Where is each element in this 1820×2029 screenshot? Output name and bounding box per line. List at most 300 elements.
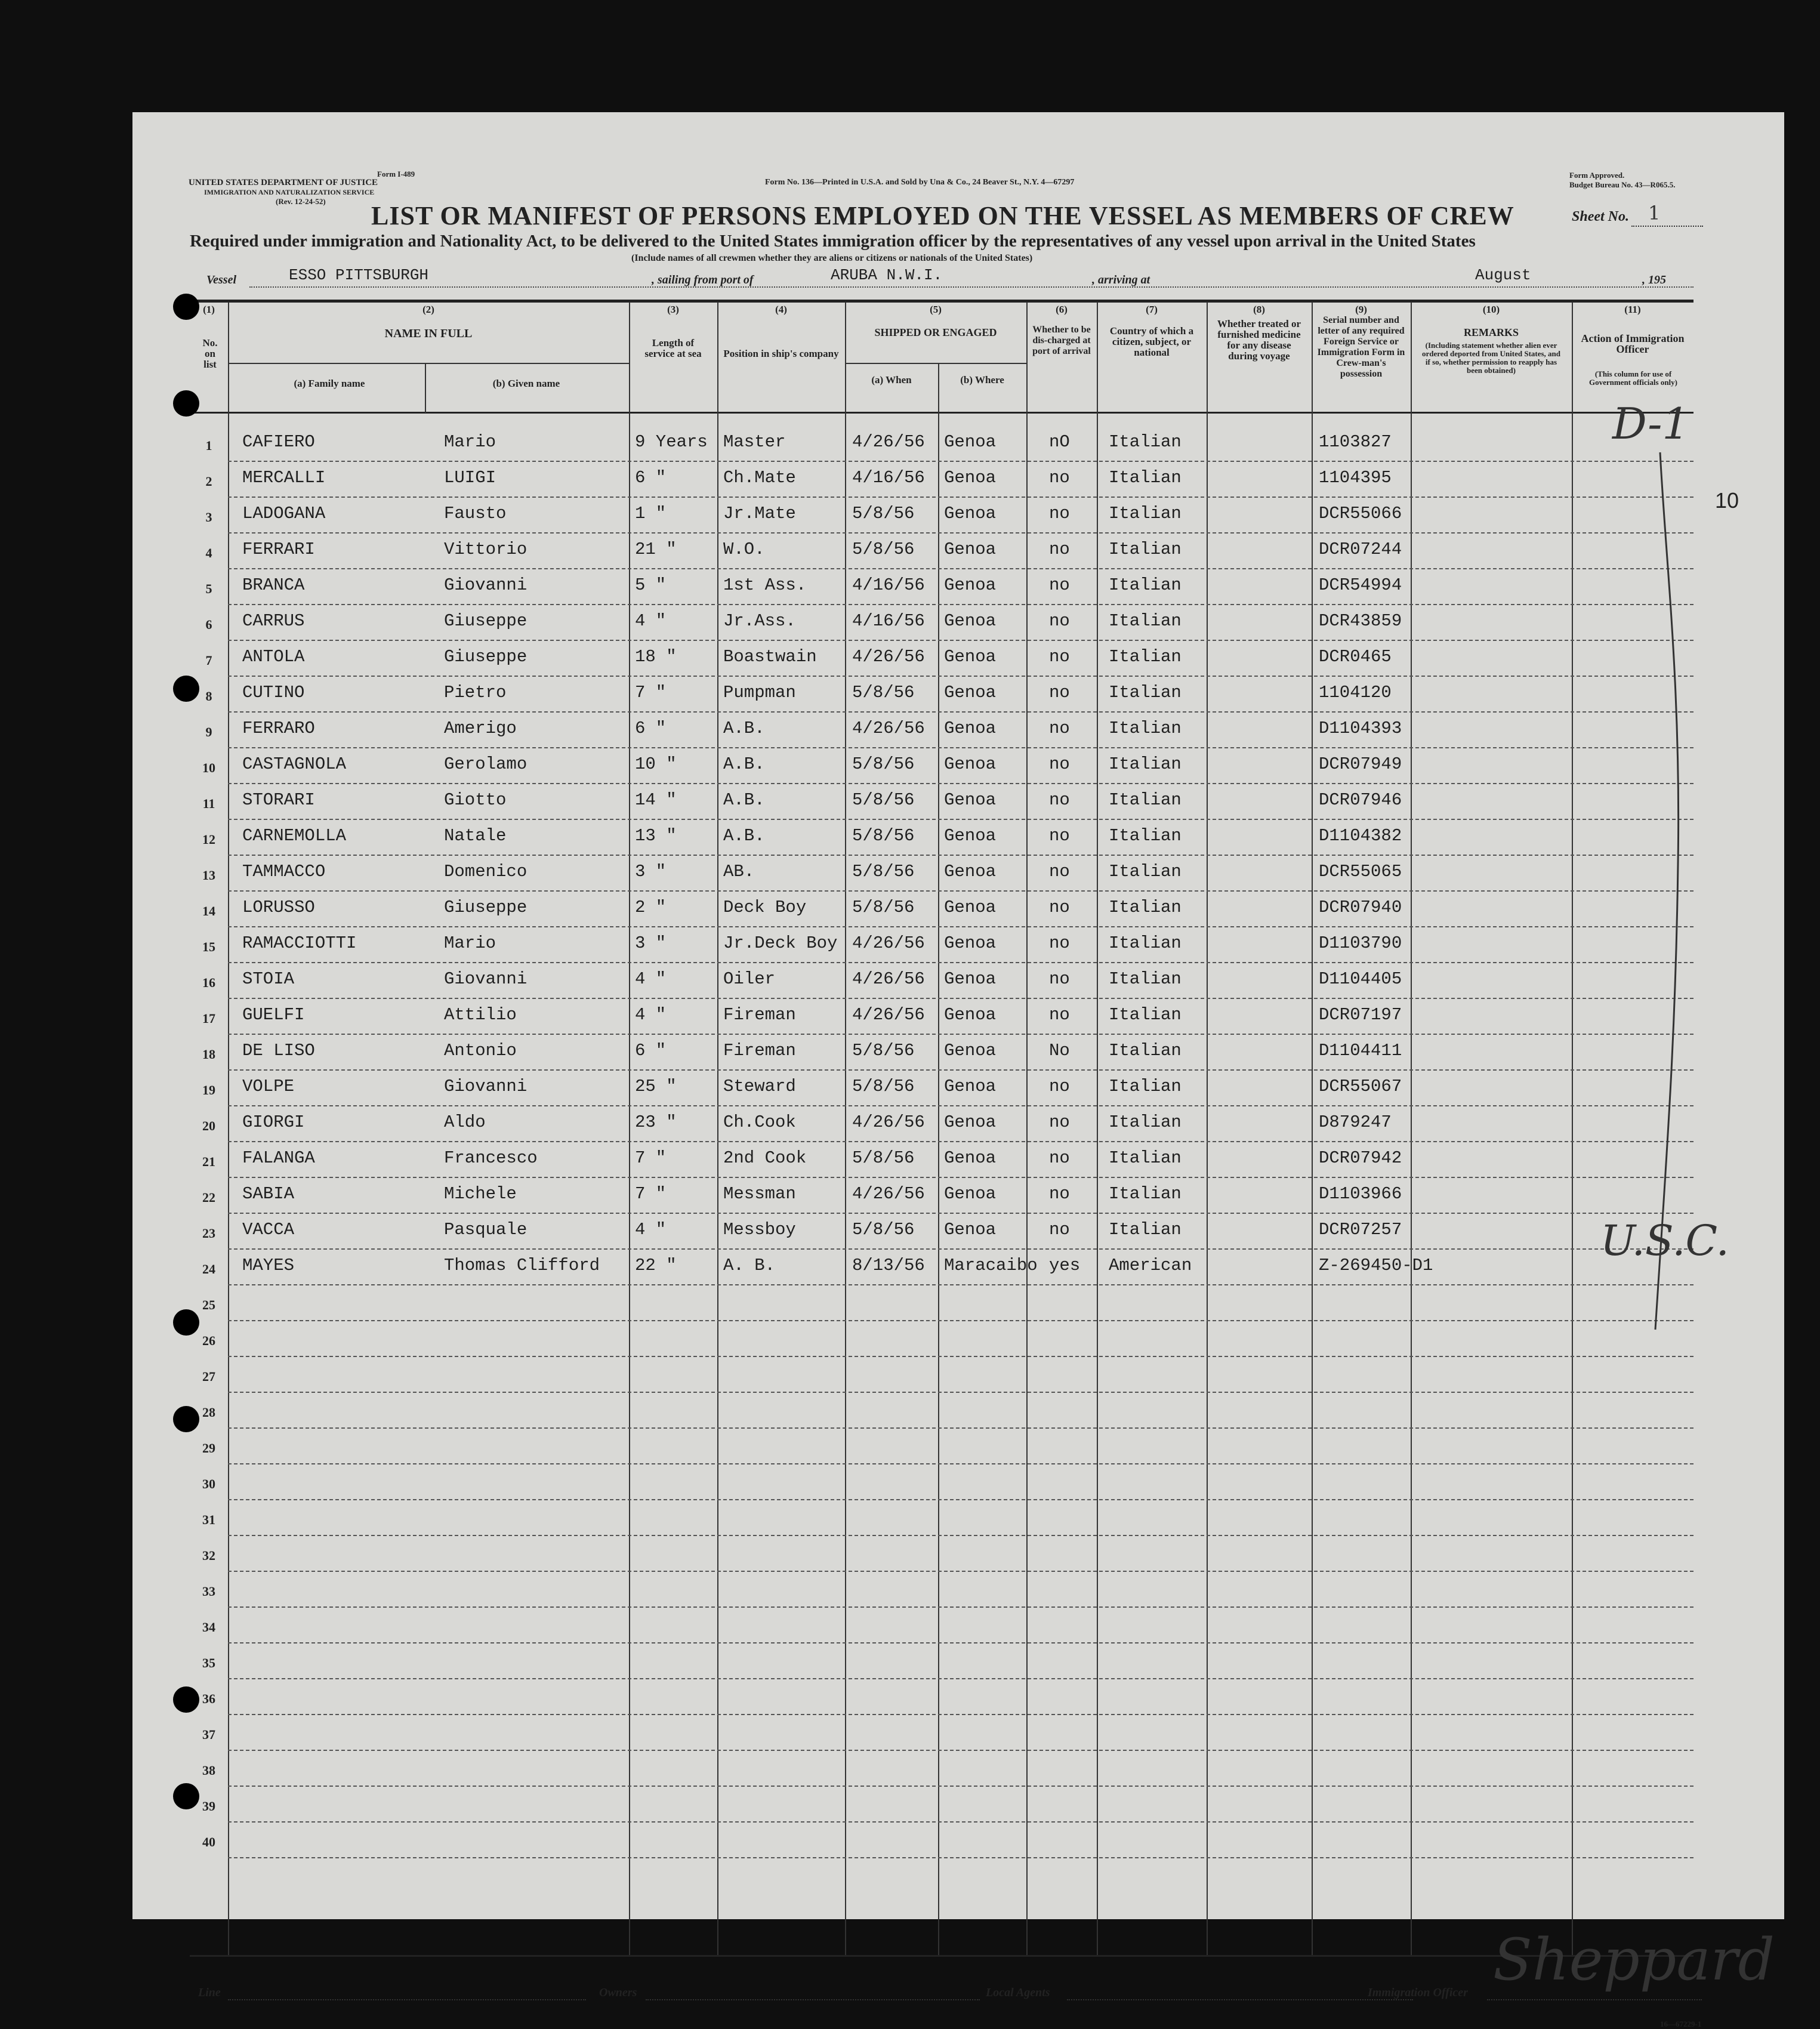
table-row (132, 856, 1784, 892)
position: Steward (723, 1077, 796, 1096)
family-name: CASTAGNOLA (242, 754, 347, 774)
family-name: DE LISO (242, 1041, 315, 1060)
shipped-where: Genoa (944, 611, 997, 631)
row-number: 24 (202, 1262, 215, 1276)
discharge: no (1049, 1005, 1070, 1025)
table-row (132, 1823, 1784, 1858)
discharge: no (1049, 575, 1070, 595)
family-name: VACCA (242, 1220, 295, 1239)
row-number: 25 (202, 1297, 215, 1312)
shipped-when: 4/26/56 (852, 432, 925, 452)
row-number: 30 (202, 1476, 215, 1491)
col4-header: Position in ship's company (723, 348, 839, 359)
handwritten-mark-top: D-1 (1612, 399, 1690, 449)
col1-num: (1) (203, 304, 215, 315)
country: Italian (1109, 1041, 1182, 1060)
shipped-when: 5/8/56 (852, 1148, 915, 1168)
position: Deck Boy (723, 898, 807, 917)
length-of-service: 6 " (635, 468, 667, 488)
country: Italian (1109, 683, 1182, 702)
row-number: 6 (205, 617, 212, 632)
table-row (132, 999, 1784, 1035)
given-name: Giuseppe (444, 611, 528, 631)
footer-owners-label: Owners (599, 1986, 637, 1999)
discharge: no (1049, 1184, 1070, 1204)
shipped-where: Genoa (944, 683, 997, 702)
serial-number: DCR07946 (1319, 790, 1402, 810)
length-of-service: 21 " (635, 539, 677, 559)
sheet-label: Sheet No. (1572, 209, 1629, 224)
arrival-year: , 195 (1642, 273, 1666, 286)
table-row (132, 534, 1784, 569)
footer-line-label: Line (198, 1986, 221, 1999)
handwritten-mark-bottom: U.S.C. (1600, 1216, 1729, 1265)
table-row (132, 426, 1784, 462)
country: Italian (1109, 539, 1182, 559)
given-name: Mario (444, 933, 496, 953)
family-name: FERRARO (242, 719, 315, 738)
shipped-where: Genoa (944, 898, 997, 917)
row-number: 9 (205, 724, 212, 739)
shipped-where: Genoa (944, 504, 997, 523)
col2-num: (2) (422, 304, 434, 315)
family-name: CARNEMOLLA (242, 826, 347, 846)
table-row (132, 1071, 1784, 1106)
length-of-service: 22 " (635, 1256, 677, 1275)
row-number: 23 (202, 1226, 215, 1241)
discharge: no (1049, 611, 1070, 631)
length-of-service: 23 " (635, 1112, 677, 1132)
position: Master (723, 432, 786, 452)
family-name: SABIA (242, 1184, 295, 1204)
col5b-header: (b) Where (960, 374, 1004, 386)
discharge: no (1049, 504, 1070, 523)
discharge: no (1049, 719, 1070, 738)
shipped-when: 5/8/56 (852, 1041, 915, 1060)
table-row (132, 784, 1784, 820)
shipped-when: 4/26/56 (852, 1184, 925, 1204)
table-row (132, 1643, 1784, 1679)
given-name: Pasquale (444, 1220, 528, 1239)
vessel-label: Vessel (206, 273, 236, 286)
country: Italian (1109, 898, 1182, 917)
country: Italian (1109, 790, 1182, 810)
include-note: (Include names of all crewmen whether they are aliens or citizens or nationals of the United States) (631, 253, 1033, 263)
row-number: 22 (202, 1190, 215, 1205)
row-number: 4 (205, 545, 212, 560)
country: American (1109, 1256, 1192, 1275)
family-name: ANTOLA (242, 647, 305, 667)
col2-header: NAME IN FULL (384, 327, 473, 340)
shipped-where: Genoa (944, 647, 997, 667)
col6-num: (6) (1056, 304, 1068, 315)
length-of-service: 3 " (635, 862, 667, 881)
family-name: GIORGI (242, 1112, 305, 1132)
serial-number: D1103966 (1319, 1184, 1402, 1204)
sailing-label: , sailing from port of (652, 273, 754, 286)
serial-number: DCR07197 (1319, 1005, 1402, 1025)
serial-number: D1104382 (1319, 826, 1402, 846)
table-row (132, 1142, 1784, 1178)
length-of-service: 2 " (635, 898, 667, 917)
col9-num: (9) (1355, 304, 1367, 315)
country: Italian (1109, 504, 1182, 523)
row-number: 39 (202, 1799, 215, 1814)
length-of-service: 1 " (635, 504, 667, 523)
arriving-label: , arriving at (1092, 273, 1150, 286)
position: A.B. (723, 754, 765, 774)
family-name: MERCALLI (242, 468, 326, 488)
shipped-when: 4/16/56 (852, 468, 925, 488)
row-number: 5 (205, 581, 212, 596)
given-name: LUIGI (444, 468, 496, 488)
position: Fireman (723, 1041, 796, 1060)
country: Italian (1109, 1184, 1182, 1204)
country: Italian (1109, 1112, 1182, 1132)
given-name: Giuseppe (444, 647, 528, 667)
length-of-service: 4 " (635, 611, 667, 631)
row-number: 1 (205, 438, 212, 453)
position: 2nd Cook (723, 1148, 807, 1168)
row-number: 10 (202, 760, 215, 775)
given-name: Giovanni (444, 575, 528, 595)
footer-officer-label: Immigration Officer (1368, 1986, 1468, 1999)
sheet-number: 1 (1648, 202, 1661, 224)
row-number: 14 (202, 904, 215, 918)
position: A.B. (723, 790, 765, 810)
budget-bureau: Budget Bureau No. 43—R065.5. (1569, 180, 1676, 189)
serial-number: DCR07949 (1319, 754, 1402, 774)
shipped-where: Genoa (944, 1005, 997, 1025)
shipped-where: Genoa (944, 790, 997, 810)
length-of-service: 7 " (635, 1184, 667, 1204)
position: Pumpman (723, 683, 796, 702)
row-number: 29 (202, 1441, 215, 1456)
shipped-when: 5/8/56 (852, 539, 915, 559)
punch-hole (173, 676, 199, 702)
shipped-where: Genoa (944, 933, 997, 953)
row-number: 11 (202, 796, 215, 811)
footer-agents-label: Local Agents (986, 1986, 1050, 1999)
shipped-when: 4/26/56 (852, 969, 925, 989)
arrival-month: August (1475, 266, 1531, 284)
discharge: no (1049, 468, 1070, 488)
col7-num: (7) (1146, 304, 1158, 315)
serial-number: DCR54994 (1319, 575, 1402, 595)
position: A. B. (723, 1256, 776, 1275)
table-row (132, 820, 1784, 856)
country: Italian (1109, 647, 1182, 667)
position: Jr.Ass. (723, 611, 796, 631)
manifest-sheet (132, 112, 1784, 2028)
discharge: yes (1049, 1256, 1081, 1275)
given-name: Gerolamo (444, 754, 528, 774)
shipped-where: Genoa (944, 1112, 997, 1132)
table-row (132, 605, 1784, 641)
given-name: Giovanni (444, 1077, 528, 1096)
position: Jr.Mate (723, 504, 796, 523)
given-name: Giovanni (444, 969, 528, 989)
table-row (132, 927, 1784, 963)
country: Italian (1109, 862, 1182, 881)
col1-header: No. on list (202, 337, 218, 370)
col5a-header: (a) When (871, 374, 912, 386)
family-name: STOIA (242, 969, 295, 989)
shipped-where: Genoa (944, 1148, 997, 1168)
serial-number: Z-269450-D1 (1319, 1256, 1433, 1275)
table-row (132, 1751, 1784, 1787)
officer-signature: Sheppard (1493, 1926, 1775, 1993)
col6-header: Whether to be dis-charged at port of arrival (1032, 325, 1091, 356)
position: AB. (723, 862, 755, 881)
shipped-when: 4/16/56 (852, 611, 925, 631)
vessel-name: ESSO PITTSBURGH (289, 266, 429, 284)
shipped-where: Genoa (944, 1220, 997, 1239)
table-row (132, 1536, 1784, 1572)
punch-hole (173, 294, 199, 320)
given-name: Giuseppe (444, 898, 528, 917)
family-name: GUELFI (242, 1005, 305, 1025)
family-name: VOLPE (242, 1077, 295, 1096)
country: Italian (1109, 754, 1182, 774)
country: Italian (1109, 719, 1182, 738)
shipped-when: 5/8/56 (852, 826, 915, 846)
serial-number: D879247 (1319, 1112, 1392, 1132)
position: Messboy (723, 1220, 796, 1239)
form-approved: Form Approved. (1569, 171, 1625, 180)
table-row (132, 1715, 1784, 1751)
length-of-service: 25 " (635, 1077, 677, 1096)
position: 1st Ass. (723, 575, 807, 595)
row-number: 31 (202, 1512, 215, 1527)
table-row (132, 1035, 1784, 1071)
table-row (132, 1679, 1784, 1715)
serial-number: DCR55066 (1319, 504, 1402, 523)
row-number: 15 (202, 939, 215, 954)
punch-hole (173, 1406, 199, 1432)
position: Jr.Deck Boy (723, 933, 838, 953)
row-divider (228, 1857, 1693, 1858)
shipped-when: 4/16/56 (852, 575, 925, 595)
discharge: no (1049, 1077, 1070, 1096)
row-number: 8 (205, 689, 212, 704)
row-number: 19 (202, 1083, 215, 1097)
country: Italian (1109, 432, 1182, 452)
shipped-when: 4/26/56 (852, 1005, 925, 1025)
country: Italian (1109, 1077, 1182, 1096)
row-number: 7 (205, 653, 212, 668)
family-name: CAFIERO (242, 432, 315, 452)
shipped-where: Genoa (944, 969, 997, 989)
discharge: no (1049, 790, 1070, 810)
shipped-when: 4/26/56 (852, 933, 925, 953)
table-row (132, 1285, 1784, 1321)
length-of-service: 4 " (635, 969, 667, 989)
row-number: 2 (205, 474, 212, 489)
col10-note: (Including statement whether alien ever ordered deported from United States, and if so, whether permission to reapply has been obtained) (1421, 341, 1561, 375)
col11-note: (This column for use of Government officials only) (1588, 369, 1678, 387)
department-line: UNITED STATES DEPARTMENT OF JUSTICE (189, 178, 378, 187)
position: Ch.Cook (723, 1112, 796, 1132)
given-name: Thomas Clifford (444, 1256, 600, 1275)
length-of-service: 4 " (635, 1220, 667, 1239)
position: W.O. (723, 539, 765, 559)
table-row (132, 1214, 1784, 1250)
shipped-when: 4/26/56 (852, 647, 925, 667)
serial-number: DCR43859 (1319, 611, 1402, 631)
given-name: Amerigo (444, 719, 517, 738)
given-name: Mario (444, 432, 496, 452)
shipped-where: Genoa (944, 432, 997, 452)
length-of-service: 13 " (635, 826, 677, 846)
discharge: No (1049, 1041, 1070, 1060)
shipped-where: Genoa (944, 862, 997, 881)
serial-number: 1104120 (1319, 683, 1392, 702)
discharge: no (1049, 647, 1070, 667)
punch-hole (173, 390, 199, 417)
discharge: no (1049, 969, 1070, 989)
family-name: CARRUS (242, 611, 305, 631)
row-number: 16 (202, 975, 215, 990)
shipped-when: 5/8/56 (852, 1077, 915, 1096)
family-name: RAMACCIOTTI (242, 933, 357, 953)
country: Italian (1109, 826, 1182, 846)
shipped-where: Genoa (944, 826, 997, 846)
row-number: 34 (202, 1620, 215, 1635)
table-row (132, 892, 1784, 927)
row-number: 18 (202, 1047, 215, 1062)
family-name: FALANGA (242, 1148, 315, 1168)
position: Fireman (723, 1005, 796, 1025)
discharge: no (1049, 826, 1070, 846)
serial-number: DCR55065 (1319, 862, 1402, 881)
row-number: 21 (202, 1154, 215, 1169)
table-row (132, 963, 1784, 999)
shipped-when: 5/8/56 (852, 504, 915, 523)
punch-hole (173, 1309, 199, 1336)
serial-number: D1104405 (1319, 969, 1402, 989)
length-of-service: 7 " (635, 683, 667, 702)
given-name: Aldo (444, 1112, 486, 1132)
shipped-when: 5/8/56 (852, 1220, 915, 1239)
subtitle: Required under immigration and Nationality Act, to be delivered to the United States immigration officer by the representatives of any vessel upon arrival in the United States (190, 232, 1476, 251)
handwritten-bracket-line (1624, 446, 1696, 1342)
shipped-when: 5/8/56 (852, 754, 915, 774)
col10-header: REMARKS (1463, 326, 1519, 338)
col5-header: SHIPPED OR ENGAGED (874, 326, 997, 338)
table-row (132, 569, 1784, 605)
shipped-when: 5/8/56 (852, 862, 915, 881)
length-of-service: 6 " (635, 719, 667, 738)
discharge: no (1049, 933, 1070, 953)
table-row (132, 1178, 1784, 1214)
discharge: no (1049, 898, 1070, 917)
given-name: Antonio (444, 1041, 517, 1060)
shipped-when: 5/8/56 (852, 790, 915, 810)
col5-num: (5) (930, 304, 942, 315)
col2b-header: (b) Given name (492, 378, 560, 389)
length-of-service: 5 " (635, 575, 667, 595)
shipped-where: Genoa (944, 1077, 997, 1096)
position: Ch.Mate (723, 468, 796, 488)
shipped-where: Genoa (944, 468, 997, 488)
table-row (132, 1321, 1784, 1357)
discharge: nO (1049, 432, 1070, 452)
serial-number: DCR07942 (1319, 1148, 1402, 1168)
serial-number: 1104395 (1319, 468, 1392, 488)
family-name: TAMMACCO (242, 862, 326, 881)
shipped-where: Genoa (944, 719, 997, 738)
shipped-when: 4/26/56 (852, 719, 925, 738)
shipped-where: Maracaibo (944, 1256, 1038, 1275)
row-number: 17 (202, 1011, 215, 1026)
country: Italian (1109, 575, 1182, 595)
given-name: Domenico (444, 862, 528, 881)
sailing-port: ARUBA N.W.I. (831, 266, 943, 284)
col11-header: Action of Immigration Officer (1581, 332, 1685, 355)
position: Messman (723, 1184, 796, 1204)
row-number: 12 (202, 832, 215, 847)
discharge: no (1049, 1112, 1070, 1132)
position: Boastwain (723, 647, 817, 667)
row-number: 32 (202, 1548, 215, 1563)
shipped-where: Genoa (944, 1041, 997, 1060)
discharge: no (1049, 1220, 1070, 1239)
length-of-service: 7 " (635, 1148, 667, 1168)
table-row (132, 1572, 1784, 1608)
col9-header: Serial number and letter of any required Foreign Service or Immigration Form in Crew-man's possession (1317, 315, 1405, 379)
serial-number: D1104393 (1319, 719, 1402, 738)
row-number: 35 (202, 1655, 215, 1670)
table-row (132, 1608, 1784, 1643)
length-of-service: 10 " (635, 754, 677, 774)
table-row (132, 1250, 1784, 1285)
row-number: 27 (202, 1369, 215, 1384)
table-row (132, 1106, 1784, 1142)
col3-num: (3) (667, 304, 679, 315)
given-name: Giotto (444, 790, 507, 810)
serial-number: DCR07257 (1319, 1220, 1402, 1239)
position: Oiler (723, 969, 776, 989)
country: Italian (1109, 1005, 1182, 1025)
shipped-when: 5/8/56 (852, 683, 915, 702)
given-name: Attilio (444, 1005, 517, 1025)
row-number: 13 (202, 868, 215, 883)
shipped-where: Genoa (944, 1184, 997, 1204)
page-title: LIST OR MANIFEST OF PERSONS EMPLOYED ON THE VESSEL AS MEMBERS OF CREW (371, 201, 1514, 230)
table-row (132, 1500, 1784, 1536)
bottom-form-code: 16—67229-1 (1660, 2019, 1702, 2028)
shipped-where: Genoa (944, 754, 997, 774)
col3-header: Length of service at sea (644, 337, 702, 359)
serial-number: DCR07940 (1319, 898, 1402, 917)
country: Italian (1109, 611, 1182, 631)
col7-header: Country of which a citizen, subject, or national (1109, 325, 1194, 358)
row-number: 28 (202, 1405, 215, 1420)
length-of-service: 18 " (635, 647, 677, 667)
length-of-service: 3 " (635, 933, 667, 953)
row-number: 20 (202, 1118, 215, 1133)
shipped-when: 5/8/56 (852, 898, 915, 917)
side-number: 10 (1715, 488, 1739, 513)
row-number: 38 (202, 1763, 215, 1778)
discharge: no (1049, 539, 1070, 559)
row-number: 40 (202, 1834, 215, 1849)
punch-hole (173, 1686, 199, 1713)
serial-number: DCR0465 (1319, 647, 1392, 667)
given-name: Vittorio (444, 539, 528, 559)
table-row (132, 748, 1784, 784)
